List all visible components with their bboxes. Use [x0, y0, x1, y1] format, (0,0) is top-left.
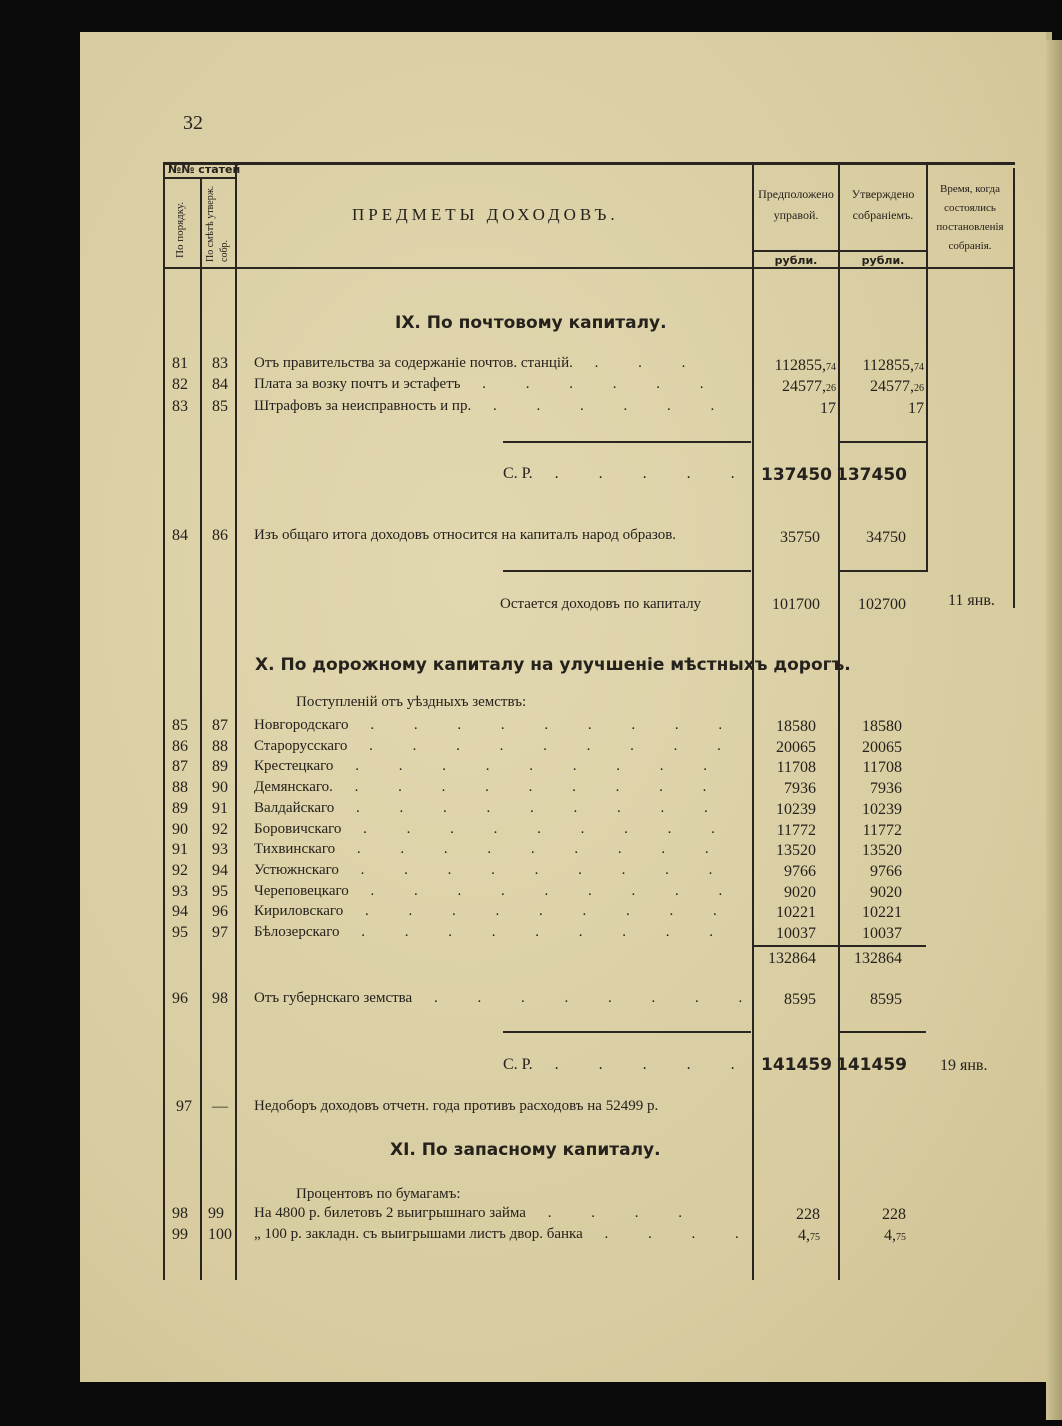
left-border	[163, 162, 165, 1280]
row-x-8-b: 95	[212, 882, 228, 900]
row-x-4-a: 89	[172, 799, 188, 817]
row96-approved: 8595	[870, 991, 902, 1008]
col-divider-2	[235, 162, 237, 1280]
sr2-label: С. Р. . . . . .	[503, 1056, 753, 1073]
row-xi-1-text	[254, 1226, 757, 1243]
section-xi-title: XI. По запасному капиталу.	[390, 1140, 661, 1160]
page-number: 32	[183, 112, 203, 134]
row-xi-1-approved	[826, 1227, 906, 1245]
row96-proposed: 8595	[784, 991, 816, 1008]
row-ix-1-text-label: Плата за возку почтъ и эстафетъ	[254, 376, 461, 392]
row97-a: 97	[176, 1098, 192, 1115]
row-xi-0-text-leader-dots: . . . .	[525, 1205, 700, 1221]
row96-a: 96	[172, 990, 188, 1007]
intake-label: Поступленій отъ уѣздныхъ земствъ:	[296, 694, 527, 710]
row-x-9-text	[254, 903, 735, 920]
table-top-rule	[163, 162, 1015, 165]
row-x-5-b: 92	[212, 820, 228, 838]
row97-text: Недоборъ доходовъ отчетн. года противъ расходовъ на 52499 р.	[254, 1098, 659, 1114]
sr1-label: С. Р. . . . . .	[503, 465, 753, 482]
row-x-4-text-label: Валдайскаго	[254, 799, 335, 816]
row-ix-0-proposed	[756, 357, 836, 375]
row-ix-1-approved-main: 24577,	[870, 378, 914, 395]
subtotal-proposed: 132864	[768, 950, 816, 967]
row-x-4-text-leader-dots: . . . . . . . . .	[334, 799, 726, 816]
row-x-8-a: 93	[172, 882, 188, 900]
row-x-0-text-leader-dots: . . . . . . . . .	[348, 717, 741, 733]
row84-b: 86	[212, 527, 228, 544]
row-ix-0-approved-kopecks: 74	[914, 362, 924, 373]
row84-proposed: 35750	[780, 529, 820, 546]
row-x-9-text-label: Кириловскаго	[254, 903, 344, 920]
row-xi-0-proposed	[740, 1206, 820, 1224]
row97-b: —	[212, 1098, 228, 1115]
sum-rule-ix	[503, 441, 751, 443]
row-xi-0-proposed-main: 228	[796, 1206, 820, 1223]
row-ix-0-text-leader-dots: . . .	[572, 355, 704, 371]
row-x-3-approved: 7936	[870, 780, 902, 798]
row-ix-1-b: 84	[212, 376, 228, 393]
row-x-1-text-leader-dots: . . . . . . . . .	[347, 737, 739, 754]
row-x-4-approved: 10239	[862, 800, 902, 818]
row-ix-2-text-leader-dots: . . . . . .	[471, 398, 733, 414]
row-x-2-proposed: 11708	[776, 759, 816, 777]
row-ix-1-text	[254, 376, 722, 393]
row-xi-1-a: 99	[172, 1226, 188, 1243]
row-ix-1-proposed	[756, 378, 836, 396]
row-x-3-b: 90	[212, 779, 228, 797]
row-ix-0-text	[254, 355, 703, 372]
row-x-1-b: 88	[212, 737, 228, 755]
row-x-8-text-leader-dots: . . . . . . . . .	[348, 882, 741, 899]
row-x-2-b: 89	[212, 758, 228, 776]
page-edge	[1046, 40, 1062, 1420]
row-xi-1-proposed-kopecks: 75	[810, 1232, 820, 1243]
row-xi-0-approved-main: 228	[882, 1206, 906, 1223]
row-x-10-text-leader-dots: . . . . . . . . .	[339, 924, 731, 940]
row-x-0-text	[254, 717, 740, 734]
row-x-1-text	[254, 738, 739, 755]
units-rule	[752, 250, 928, 252]
row-x-7-text-label: Устюжнскаго	[254, 861, 339, 878]
row-x-8-proposed: 9020	[784, 883, 816, 901]
row-x-6-proposed: 13520	[776, 842, 816, 860]
row-xi-1-approved-main: 4,	[884, 1227, 896, 1244]
unit-proposed: рубли.	[774, 254, 818, 267]
col-order-header: По порядку.	[174, 201, 186, 258]
row-x-0-text-label: Новгородскаго	[254, 717, 349, 733]
remains-rule	[503, 570, 751, 572]
col-divider-1	[200, 177, 202, 1280]
row-x-5-text	[254, 821, 733, 838]
row-x-0-proposed: 18580	[776, 718, 816, 735]
row-ix-1-proposed-main: 24577,	[782, 378, 826, 395]
row-x-0-approved: 18580	[862, 718, 902, 735]
row-x-6-text-label: Тихвинскаго	[254, 841, 336, 858]
row-x-7-proposed: 9766	[784, 862, 816, 880]
row-xi-0-text	[254, 1205, 700, 1222]
row-ix-1-text-leader-dots: . . . . . .	[460, 376, 722, 392]
row-ix-0-proposed-main: 112855,	[774, 357, 826, 374]
row-ix-2-proposed-main: 17	[820, 400, 836, 417]
row-xi-1-b: 100	[208, 1226, 232, 1243]
row-x-6-text-leader-dots: . . . . . . . . .	[335, 841, 727, 858]
row-x-5-proposed: 11772	[776, 821, 816, 839]
row-x-2-approved: 11708	[862, 759, 902, 777]
col-approved-header: Утверждено собраніемъ.	[851, 187, 915, 222]
row-x-7-b: 94	[212, 861, 228, 879]
row-xi-1-proposed-main: 4,	[798, 1227, 810, 1244]
row96-text: Отъ губернскаго земства . . . . . . . .	[254, 990, 761, 1006]
row-xi-1-approved-kopecks: 75	[896, 1232, 906, 1243]
row-ix-2-proposed	[756, 400, 836, 418]
row-x-7-text	[254, 862, 730, 879]
row96-b: 98	[212, 990, 228, 1007]
section-ix-title: IX. По почтовому капиталу.	[395, 313, 667, 333]
sum-rule-x	[503, 1031, 751, 1033]
sum-rule-ix-2	[838, 441, 926, 443]
articles-label: №№ статей	[168, 163, 241, 176]
row-xi-0-a: 98	[172, 1205, 188, 1222]
row-ix-2-text-label: Штрафовъ за неисправность и пр.	[254, 398, 472, 414]
row-x-8-text-label: Череповецкаго	[254, 882, 349, 899]
section-x-title: X. По дорожному капиталу на улучшеніе мѣстныхъ дорогъ.	[255, 655, 851, 675]
row-x-0-b: 87	[212, 717, 228, 734]
row-x-9-approved: 10221	[862, 904, 902, 922]
unit-approved: рубли.	[861, 254, 905, 267]
remains-rule-2	[838, 570, 926, 572]
row-x-10-text-label: Бѣлозерскаго	[254, 924, 340, 940]
sum-rule-x-2	[838, 1031, 926, 1033]
sr2-proposed: 141459	[761, 1055, 832, 1075]
row-ix-2-approved-main: 17	[908, 400, 924, 417]
row-x-9-b: 96	[212, 903, 228, 921]
row-ix-1-approved-kopecks: 26	[914, 383, 924, 394]
row-ix-1-a: 82	[172, 376, 188, 393]
sr2-approved: 141459	[836, 1055, 907, 1075]
row-x-9-proposed: 10221	[776, 904, 816, 922]
row-ix-2-a: 83	[172, 398, 188, 415]
header-bottom-rule	[163, 267, 1015, 269]
row-ix-0-proposed-kopecks: 74	[826, 362, 836, 373]
row-ix-0-approved-main: 112855,	[862, 357, 914, 374]
row-x-8-approved: 9020	[870, 883, 902, 901]
row-x-1-proposed: 20065	[776, 738, 816, 756]
col-subject-header: ПРЕДМЕТЫ ДОХОДОВЪ.	[352, 205, 619, 224]
row-x-2-text-leader-dots: . . . . . . . . .	[333, 758, 725, 775]
row-x-5-text-label: Боровичскаго	[254, 820, 342, 837]
interest-label: Процентовъ по бумагамъ:	[296, 1186, 461, 1202]
row-x-10-approved: 10037	[862, 925, 902, 942]
row-ix-2-text	[254, 398, 732, 415]
row-ix-0-b: 83	[212, 355, 228, 372]
row-x-3-text	[254, 779, 724, 796]
row-x-3-proposed: 7936	[784, 780, 816, 798]
row-x-4-b: 91	[212, 799, 228, 817]
remains-time: 11 янв.	[948, 592, 995, 609]
row-x-9-a: 94	[172, 903, 188, 921]
row-x-1-text-label: Старорусскаго	[254, 737, 348, 754]
remains-text: Остается доходовъ по капиталу	[500, 596, 702, 612]
row-x-2-a: 87	[172, 758, 188, 776]
col-time-header: Время, когда состоялись постановленія собранія.	[936, 183, 1004, 252]
row-x-10-proposed: 10037	[776, 925, 816, 942]
remains-proposed: 101700	[772, 596, 820, 613]
row-x-7-a: 92	[172, 861, 188, 879]
row-x-9-text-leader-dots: . . . . . . . . .	[343, 903, 735, 920]
row-x-4-text	[254, 800, 726, 817]
col-estimate-header: По смѣтѣ утверж. собр.	[205, 185, 230, 262]
row-x-2-text	[254, 758, 725, 775]
row-x-2-text-label: Крестецкаго	[254, 758, 334, 775]
row84-approved: 34750	[866, 529, 906, 546]
row-x-5-a: 90	[172, 820, 188, 838]
sr1-approved: 137450	[836, 465, 907, 485]
row-x-3-a: 88	[172, 779, 188, 797]
row-ix-2-b: 85	[212, 398, 228, 415]
row-x-7-approved: 9766	[870, 862, 902, 880]
row84-text: Изъ общаго итога доходовъ относится на капиталъ народ образов.	[254, 527, 677, 543]
row-ix-1-proposed-kopecks: 26	[826, 383, 836, 394]
row-x-3-text-label: Демянскаго.	[254, 779, 333, 796]
row-x-1-a: 86	[172, 737, 188, 755]
row-x-3-text-leader-dots: . . . . . . . . .	[332, 779, 725, 796]
row-ix-1-approved	[844, 378, 924, 396]
row-x-5-approved: 11772	[862, 821, 902, 839]
row-ix-2-approved	[844, 400, 924, 418]
row-x-1-approved: 20065	[862, 738, 902, 756]
row-xi-0-approved	[826, 1206, 906, 1224]
row-x-4-proposed: 10239	[776, 800, 816, 818]
row-x-6-text	[254, 841, 727, 858]
row-ix-0-a: 81	[172, 355, 188, 372]
row-xi-1-text-label: „ 100 р. закладн. съ выигрышами листъ двор. банка	[254, 1226, 583, 1242]
row-xi-1-text-leader-dots: . . . .	[582, 1226, 757, 1242]
remains-approved: 102700	[858, 596, 906, 613]
row-x-10-a: 95	[172, 924, 188, 941]
row-x-7-text-leader-dots: . . . . . . . . .	[338, 861, 731, 878]
sr1-proposed: 137450	[761, 465, 832, 485]
row-x-10-b: 97	[212, 924, 228, 941]
row-ix-0-text-label: Отъ правительства за содержаніе почтов. станцій.	[254, 355, 573, 371]
row84-a: 84	[172, 527, 188, 544]
row-x-6-b: 93	[212, 841, 228, 859]
subtotal-rule	[752, 945, 926, 947]
sr2-time: 19 янв.	[940, 1057, 988, 1074]
row-xi-1-proposed	[740, 1227, 820, 1245]
col-proposed-header: Предположено управой.	[758, 187, 834, 222]
right-border	[1013, 168, 1015, 608]
row-ix-0-approved	[844, 357, 924, 375]
row-xi-0-b: 99	[208, 1205, 224, 1222]
row-xi-0-text-label: На 4800 р. билетовъ 2 выигрышнаго займа	[254, 1205, 526, 1221]
row-x-0-a: 85	[172, 717, 188, 734]
row-x-10-text	[254, 924, 731, 941]
row-x-5-text-leader-dots: . . . . . . . . .	[341, 820, 733, 837]
row-x-6-approved: 13520	[862, 842, 902, 860]
row-x-6-a: 91	[172, 841, 188, 859]
subtotal-approved: 132864	[854, 950, 902, 967]
row-x-8-text	[254, 883, 740, 900]
